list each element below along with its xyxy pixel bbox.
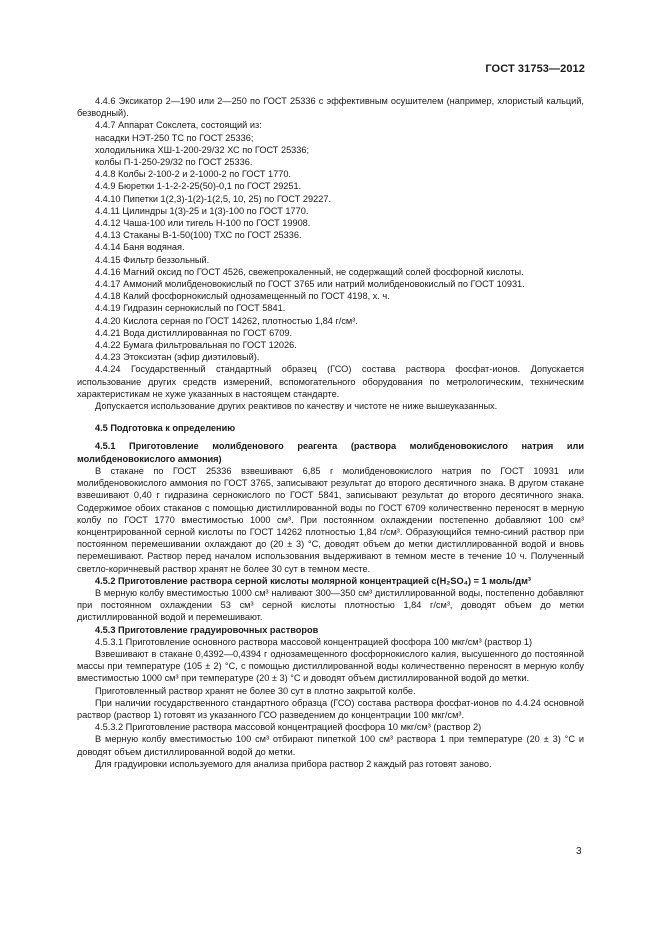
paragraph-4-5-3-1-body: Взвешивают в стакане 0,4392—0,4394 г однозамещенного фосфорнокислого калия, высушенного до постоянной массы при температуре (105 ± 2) °С, с помощью дистиллированной воды количественно переносят в мерную колбу вместимостью 1000 см³ при температуре (20 ± 3) °С и доводят объем дистиллированной водой до метки. xyxy=(77,648,584,684)
paragraph-4-5-1-body: В стакане по ГОСТ 25336 взвешивают 6,85 г молибденовокислого натрия по ГОСТ 10931 или молибденовокислого аммония по ГОСТ 3765, записывают результат до второго десятичного знака. В другом стакане взвешивают 0,40 г гидразина сернокислого по ГОСТ 5841, записывают результат до второго десятичного знака. Содержимое обоих стаканов с помощью дистиллированной воды по ГОСТ 6709 количественно переносят в мерную колбу по ГОСТ 1770 вместимостью 1000 см³. При постоянном охлаждении постепенно добавляют 100 см³ концентрированной серной кислоты по ГОСТ 14262 плотностью 1,84 г/см³. Образующийся темно-синий раствор при постоянном перемешивании охлаждают до (20 ± 3) °С, доводят объем до метки дистиллированной водой и вновь перемешивают. Раствор перед началом использования выдерживают в темном месте в течение 10 ч. Полученный светло-коричневый раствор хранят не более 30 сут в темном месте. xyxy=(77,465,584,574)
paragraph-4-4-12: 4.4.12 Чаша-100 или тигель Н-100 по ГОСТ 19908. xyxy=(95,218,311,229)
paragraph-4-5-3-2-body: В мерную колбу вместимостью 100 см³ отбирают пипеткой 100 см³ раствора 1 при температуре (20 ± 3) °С и доводят объем дистиллированной водой до метки. xyxy=(77,734,584,757)
paragraph-4-4-24: 4.4.24 Государственный стандартный образец (ГСО) состава раствора фосфат-ионов. Допускается использование других средств измерений, вспомогательного оборудования по метрологическим, техническим характеристикам не хуже указанных в настоящем стандарте. xyxy=(77,364,584,399)
section-heading-4-5: 4.5 Подготовка к определению xyxy=(95,423,236,434)
paragraph-4-4-23: 4.4.23 Этоксиэтан (эфир диэтиловый). xyxy=(95,352,260,363)
paragraph-4-4-21: 4.4.21 Вода дистиллированная по ГОСТ 6709. xyxy=(95,327,293,338)
paragraph-4-4-20: 4.4.20 Кислота серная по ГОСТ 14262, плотностью 1,84 г/см³. xyxy=(95,315,358,326)
paragraph-4-5-3-1-title: 4.5.3.1 Приготовление основного раствора массовой концентрацией фосфора 100 мкг/см³ (раствор 1) xyxy=(95,636,533,647)
paragraph-4-4-7: 4.4.7 Аппарат Сокслета, состоящий из: xyxy=(95,120,262,131)
subsection-heading-4-5-3: 4.5.3 Приготовление градуировочных растворов xyxy=(95,624,319,635)
paragraph-4-4-15: 4.4.15 Фильтр беззольный. xyxy=(95,254,210,265)
paragraph-4-5-3-2-title: 4.5.3.2 Приготовление раствора массовой концентрацией фосфора 10 мкг/см³ (раствор 2) xyxy=(95,722,482,733)
paragraph-4-4-9: 4.4.9 Бюретки 1-1-2-2-25(50)-0,1 по ГОСТ 29251. xyxy=(95,181,302,192)
paragraph-4-4-17: 4.4.17 Аммоний молибденовокислый по ГОСТ 3765 или натрий молибденовокислый по ГОСТ 10931. xyxy=(95,279,525,290)
paragraph-4-5-2-body: В мерную колбу вместимостью 1000 см³ наливают 300—350 см³ дистиллированной воды, постепенно добавляют при постоянном охлаждении 53 см³ серной кислоты плотностью 1,84 г/см³, доводят объем до метки дистиллированной водой и перемешивают. xyxy=(77,587,584,623)
paragraph-calibration-note: Для градуировки используемого для анализа прибора раствор 2 каждый раз готовят заново. xyxy=(95,758,492,769)
paragraph-4-4-7-item: холодильника ХШ-1-200-29/32 ХС по ГОСТ 25336; xyxy=(95,144,310,155)
paragraph-4-4-16: 4.4.16 Магний оксид по ГОСТ 4526, свежепрокаленный, не содержащий солей фосфорной кислоты. xyxy=(95,266,524,277)
subsection-heading-4-5-1: 4.5.1 Приготовление молибденового реагента (раствора молибденовокислого натрия или молибденовокислого аммония) xyxy=(77,441,584,464)
paragraph-4-4-7-item: колбы П-1-250-29/32 по ГОСТ 25336. xyxy=(95,157,253,168)
paragraph-4-4-14: 4.4.14 Баня водяная. xyxy=(95,242,185,253)
paragraph-4-4-19: 4.4.19 Гидразин сернокислый по ГОСТ 5841. xyxy=(95,303,286,314)
paragraph-storage-note: Приготовленный раствор хранят не более 30 сут в плотно закрытой колбе. xyxy=(95,685,416,696)
subsection-heading-4-5-2: 4.5.2 Приготовление раствора серной кислоты молярной концентрацией c(H₂SO₄) = 1 моль/дм³ xyxy=(95,575,531,586)
paragraph-4-4-18: 4.4.18 Калий фосфорнокислый однозамещенный по ГОСТ 4198, х. ч. xyxy=(95,291,390,302)
paragraph-4-4-22: 4.4.22 Бумага фильтровальная по ГОСТ 12026. xyxy=(95,340,297,351)
paragraph-4-4-6: 4.4.6 Эксикатор 2—190 или 2—250 по ГОСТ 25336 с эффективным осушителем (например, хлористый кальций, безводный). xyxy=(77,96,584,119)
document-body xyxy=(77,95,584,770)
paragraph-4-4-8: 4.4.8 Колбы 2-100-2 и 2-1000-2 по ГОСТ 1770. xyxy=(95,169,291,180)
standard-code-header: ГОСТ 31753—2012 xyxy=(485,63,585,75)
paragraph-reagents-note: Допускается использование других реактивов по качеству и чистоте не ниже вышеуказанных. xyxy=(95,401,498,412)
paragraph-gso-note: При наличии государственного стандартного образца (ГСО) состава раствора фосфат-ионов по 4.4.24 основной раствор (раствор 1) готовят из указанного ГСО разведением до концентрации 100 мкг/см³. xyxy=(77,697,584,720)
paragraph-4-4-10: 4.4.10 Пипетки 1(2,3)-1(2)-1(2,5, 10, 25) по ГОСТ 29227. xyxy=(95,193,332,204)
paragraph-4-4-11: 4.4.11 Цилиндры 1(3)-25 и 1(3)-100 по ГОСТ 1770. xyxy=(95,205,309,216)
paragraph-4-4-7-item: насадки НЭТ-250 ТС по ГОСТ 25336; xyxy=(95,132,254,143)
page-number: 3 xyxy=(576,846,582,857)
paragraph-4-4-13: 4.4.13 Стаканы В-1-50(100) ТХС по ГОСТ 25336. xyxy=(95,230,302,241)
